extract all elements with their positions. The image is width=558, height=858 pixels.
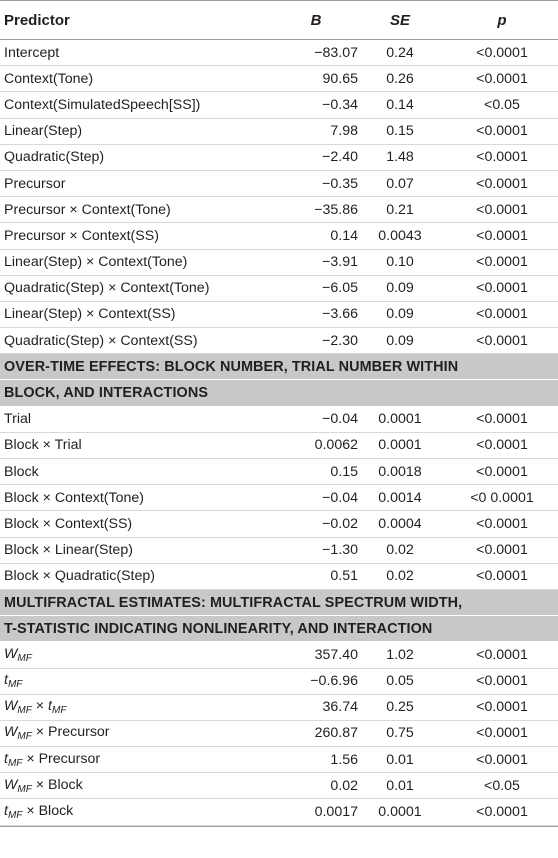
b-value-cell: −35.86 xyxy=(314,201,358,218)
predictor-post: × Precursor xyxy=(22,750,101,767)
predictor-cell: Quadratic(Step) × Context(Tone) xyxy=(4,280,210,297)
predictor-cell: Trial xyxy=(4,411,32,428)
p-value-cell: <0.0001 xyxy=(476,332,528,349)
predictor-sub: MF xyxy=(17,652,32,664)
p-value-cell: <0.0001 xyxy=(476,44,528,61)
se-value-cell: 0.09 xyxy=(386,332,414,349)
table-row xyxy=(0,66,558,92)
b-value-cell: −0.34 xyxy=(322,96,358,113)
table-bottom-rule xyxy=(0,826,558,827)
se-value-cell: 1.48 xyxy=(386,149,414,166)
predictor-cell xyxy=(4,646,32,664)
b-value-cell: −6.05 xyxy=(322,280,358,297)
se-value-cell: 0.07 xyxy=(386,175,414,192)
table-row xyxy=(0,721,558,747)
table-row xyxy=(0,695,558,721)
predictor-post: × Block xyxy=(31,776,83,793)
predictor-sub: MF xyxy=(17,705,32,717)
se-value-cell: 0.0018 xyxy=(378,463,422,480)
p-value-cell: <0.0001 xyxy=(476,201,528,218)
table-row xyxy=(0,799,558,825)
predictor-pre: W xyxy=(4,776,18,793)
predictor-mid: × xyxy=(31,698,49,715)
b-value-cell: 0.14 xyxy=(330,227,358,244)
predictor-cell: Block × Quadratic(Step) xyxy=(4,568,156,585)
p-value-cell: <0 0.0001 xyxy=(470,489,534,506)
predictor-cell: Block × Context(SS) xyxy=(4,515,133,532)
predictor-cell: Block × Trial xyxy=(4,437,82,454)
b-value-cell: 1.56 xyxy=(330,751,358,768)
predictor-cell xyxy=(4,751,100,769)
se-value-cell: 0.21 xyxy=(386,201,414,218)
table-row xyxy=(0,459,558,485)
b-value-cell: 0.02 xyxy=(330,777,358,794)
b-value-cell: 357.40 xyxy=(314,646,358,663)
predictor-cell: Linear(Step) xyxy=(4,123,83,140)
predictor-cell xyxy=(4,724,110,742)
se-value-cell: 0.0043 xyxy=(378,227,422,244)
predictor-cell: Block × Linear(Step) xyxy=(4,542,133,559)
predictor-sub2: MF xyxy=(51,705,67,717)
p-value-cell: <0.0001 xyxy=(476,463,528,480)
table-row xyxy=(0,302,558,328)
b-value-cell: 90.65 xyxy=(322,70,358,87)
predictor-sub: MF xyxy=(7,810,23,822)
predictor-cell: Quadratic(Step) × Context(SS) xyxy=(4,332,198,349)
b-value-cell: 260.87 xyxy=(314,725,358,742)
p-value-cell: <0.0001 xyxy=(476,646,528,663)
predictor-cell xyxy=(4,777,83,795)
p-value-cell: <0.0001 xyxy=(476,673,528,690)
header-p: p xyxy=(497,11,507,29)
predictor-pre: t xyxy=(4,803,8,820)
b-value-cell: 36.74 xyxy=(322,699,358,716)
predictor-cell: Precursor × Context(Tone) xyxy=(4,201,171,218)
p-value-cell: <0.0001 xyxy=(476,227,528,244)
b-value-cell: 0.15 xyxy=(330,463,358,480)
se-value-cell: 0.0001 xyxy=(378,804,422,821)
section-over-time-line2: BLOCK, AND INTERACTIONS xyxy=(0,380,558,406)
table-row xyxy=(0,485,558,511)
predictor-cell xyxy=(4,672,22,690)
predictor-sub: MF xyxy=(7,679,23,691)
b-value-cell: −0.04 xyxy=(322,411,358,428)
table-row xyxy=(0,276,558,302)
predictor-cell: Precursor xyxy=(4,175,66,192)
header-b: B xyxy=(310,11,322,29)
p-value-cell: <0.0001 xyxy=(476,280,528,297)
predictor-sub: MF xyxy=(7,757,23,769)
section-over-time-line1: OVER-TIME EFFECTS: BLOCK NUMBER, TRIAL NUMBER WITHIN xyxy=(0,354,558,380)
se-value-cell: 0.09 xyxy=(386,306,414,323)
b-value-cell: 0.51 xyxy=(330,568,358,585)
table-row xyxy=(0,119,558,145)
b-value-cell: 7.98 xyxy=(330,123,358,140)
b-value-cell: 0.0017 xyxy=(314,804,358,821)
table-row xyxy=(0,328,558,354)
predictor-cell xyxy=(4,698,66,716)
se-value-cell: 0.24 xyxy=(386,44,414,61)
table-row xyxy=(0,747,558,773)
table-row xyxy=(0,40,558,66)
p-value-cell: <0.0001 xyxy=(476,568,528,585)
se-value-cell: 0.10 xyxy=(386,254,414,271)
se-value-cell: 0.15 xyxy=(386,123,414,140)
predictor-cell: Linear(Step) × Context(SS) xyxy=(4,306,176,323)
se-value-cell: 0.0014 xyxy=(378,489,422,506)
se-value-cell: 0.0001 xyxy=(378,411,422,428)
b-value-cell: −3.91 xyxy=(322,254,358,271)
header-predictor: Predictor xyxy=(4,11,70,29)
table-row xyxy=(0,669,558,695)
se-value-cell: 0.02 xyxy=(386,568,414,585)
header-se: SE xyxy=(389,11,410,29)
predictor-sub: MF xyxy=(17,783,32,795)
predictor-pre: W xyxy=(4,724,18,741)
b-value-cell: −2.30 xyxy=(322,332,358,349)
table-row xyxy=(0,564,558,590)
predictor-cell xyxy=(4,803,73,821)
p-value-cell: <0.0001 xyxy=(476,254,528,271)
b-value-cell: −1.30 xyxy=(322,542,358,559)
se-value-cell: 0.09 xyxy=(386,280,414,297)
table-row xyxy=(0,145,558,171)
predictor-pre2: t xyxy=(48,698,52,715)
table-row xyxy=(0,538,558,564)
se-value-cell: 0.0001 xyxy=(378,437,422,454)
p-value-cell: <0.0001 xyxy=(476,804,528,821)
table-row xyxy=(0,773,558,799)
over-time-group xyxy=(0,407,558,590)
se-value-cell: 0.26 xyxy=(386,70,414,87)
section-multifractal-line2: T-STATISTIC INDICATING NONLINEARITY, AND INTERACTION xyxy=(0,616,558,642)
se-value-cell: 0.14 xyxy=(386,96,414,113)
table-row xyxy=(0,197,558,223)
b-value-cell: −0.35 xyxy=(322,175,358,192)
b-value-cell: −0.02 xyxy=(322,515,358,532)
b-value-cell: −2.40 xyxy=(322,149,358,166)
table-row xyxy=(0,433,558,459)
p-value-cell: <0.0001 xyxy=(476,542,528,559)
p-value-cell: <0.0001 xyxy=(476,149,528,166)
table-header xyxy=(0,0,558,40)
table-row xyxy=(0,171,558,197)
se-value-cell: 0.05 xyxy=(386,673,414,690)
se-value-cell: 0.75 xyxy=(386,725,414,742)
predictor-cell: Linear(Step) × Context(Tone) xyxy=(4,254,188,271)
predictor-cell: Context(SimulatedSpeech[SS]) xyxy=(4,96,201,113)
se-value-cell: 0.02 xyxy=(386,542,414,559)
se-value-cell: 0.0004 xyxy=(378,515,422,532)
table-row xyxy=(0,642,558,668)
p-value-cell: <0.0001 xyxy=(476,751,528,768)
b-value-cell: −83.07 xyxy=(314,44,358,61)
p-value-cell: <0.0001 xyxy=(476,123,528,140)
table-row xyxy=(0,250,558,276)
se-value-cell: 0.01 xyxy=(386,751,414,768)
multifractal-group xyxy=(0,642,558,825)
p-value-cell: <0.05 xyxy=(484,777,520,794)
b-value-cell: −0.04 xyxy=(322,489,358,506)
p-value-cell: <0.0001 xyxy=(476,515,528,532)
predictor-pre: t xyxy=(4,750,8,767)
p-value-cell: <0.0001 xyxy=(476,725,528,742)
se-value-cell: 1.02 xyxy=(386,646,414,663)
table-row xyxy=(0,407,558,433)
predictor-sub: MF xyxy=(17,731,32,743)
b-value-cell: 0.0062 xyxy=(314,437,358,454)
predictor-post: × Precursor xyxy=(31,724,110,741)
main-effects-group xyxy=(0,40,558,354)
predictor-pre: W xyxy=(4,698,18,715)
predictor-cell: Quadratic(Step) xyxy=(4,149,105,166)
predictor-cell: Block × Context(Tone) xyxy=(4,489,144,506)
b-value-cell: −0.6.96 xyxy=(310,673,358,690)
predictor-cell: Precursor × Context(SS) xyxy=(4,227,159,244)
predictor-cell: Block xyxy=(4,463,39,480)
p-value-cell: <0.0001 xyxy=(476,70,528,87)
p-value-cell: <0.0001 xyxy=(476,437,528,454)
p-value-cell: <0.0001 xyxy=(476,411,528,428)
predictor-pre: t xyxy=(4,672,8,689)
p-value-cell: <0.0001 xyxy=(476,699,528,716)
predictor-post: × Block xyxy=(22,803,74,820)
b-value-cell: −3.66 xyxy=(322,306,358,323)
se-value-cell: 0.01 xyxy=(386,777,414,794)
p-value-cell: <0.0001 xyxy=(476,175,528,192)
se-value-cell: 0.25 xyxy=(386,699,414,716)
predictor-cell: Intercept xyxy=(4,44,60,61)
p-value-cell: <0.05 xyxy=(484,96,520,113)
predictor-cell: Context(Tone) xyxy=(4,70,94,87)
p-value-cell: <0.0001 xyxy=(476,306,528,323)
table-row xyxy=(0,223,558,249)
predictor-pre: W xyxy=(4,645,18,662)
section-multifractal-line1: MULTIFRACTAL ESTIMATES: MULTIFRACTAL SPECTRUM WIDTH, xyxy=(0,590,558,616)
table-row xyxy=(0,511,558,537)
table-row xyxy=(0,92,558,118)
